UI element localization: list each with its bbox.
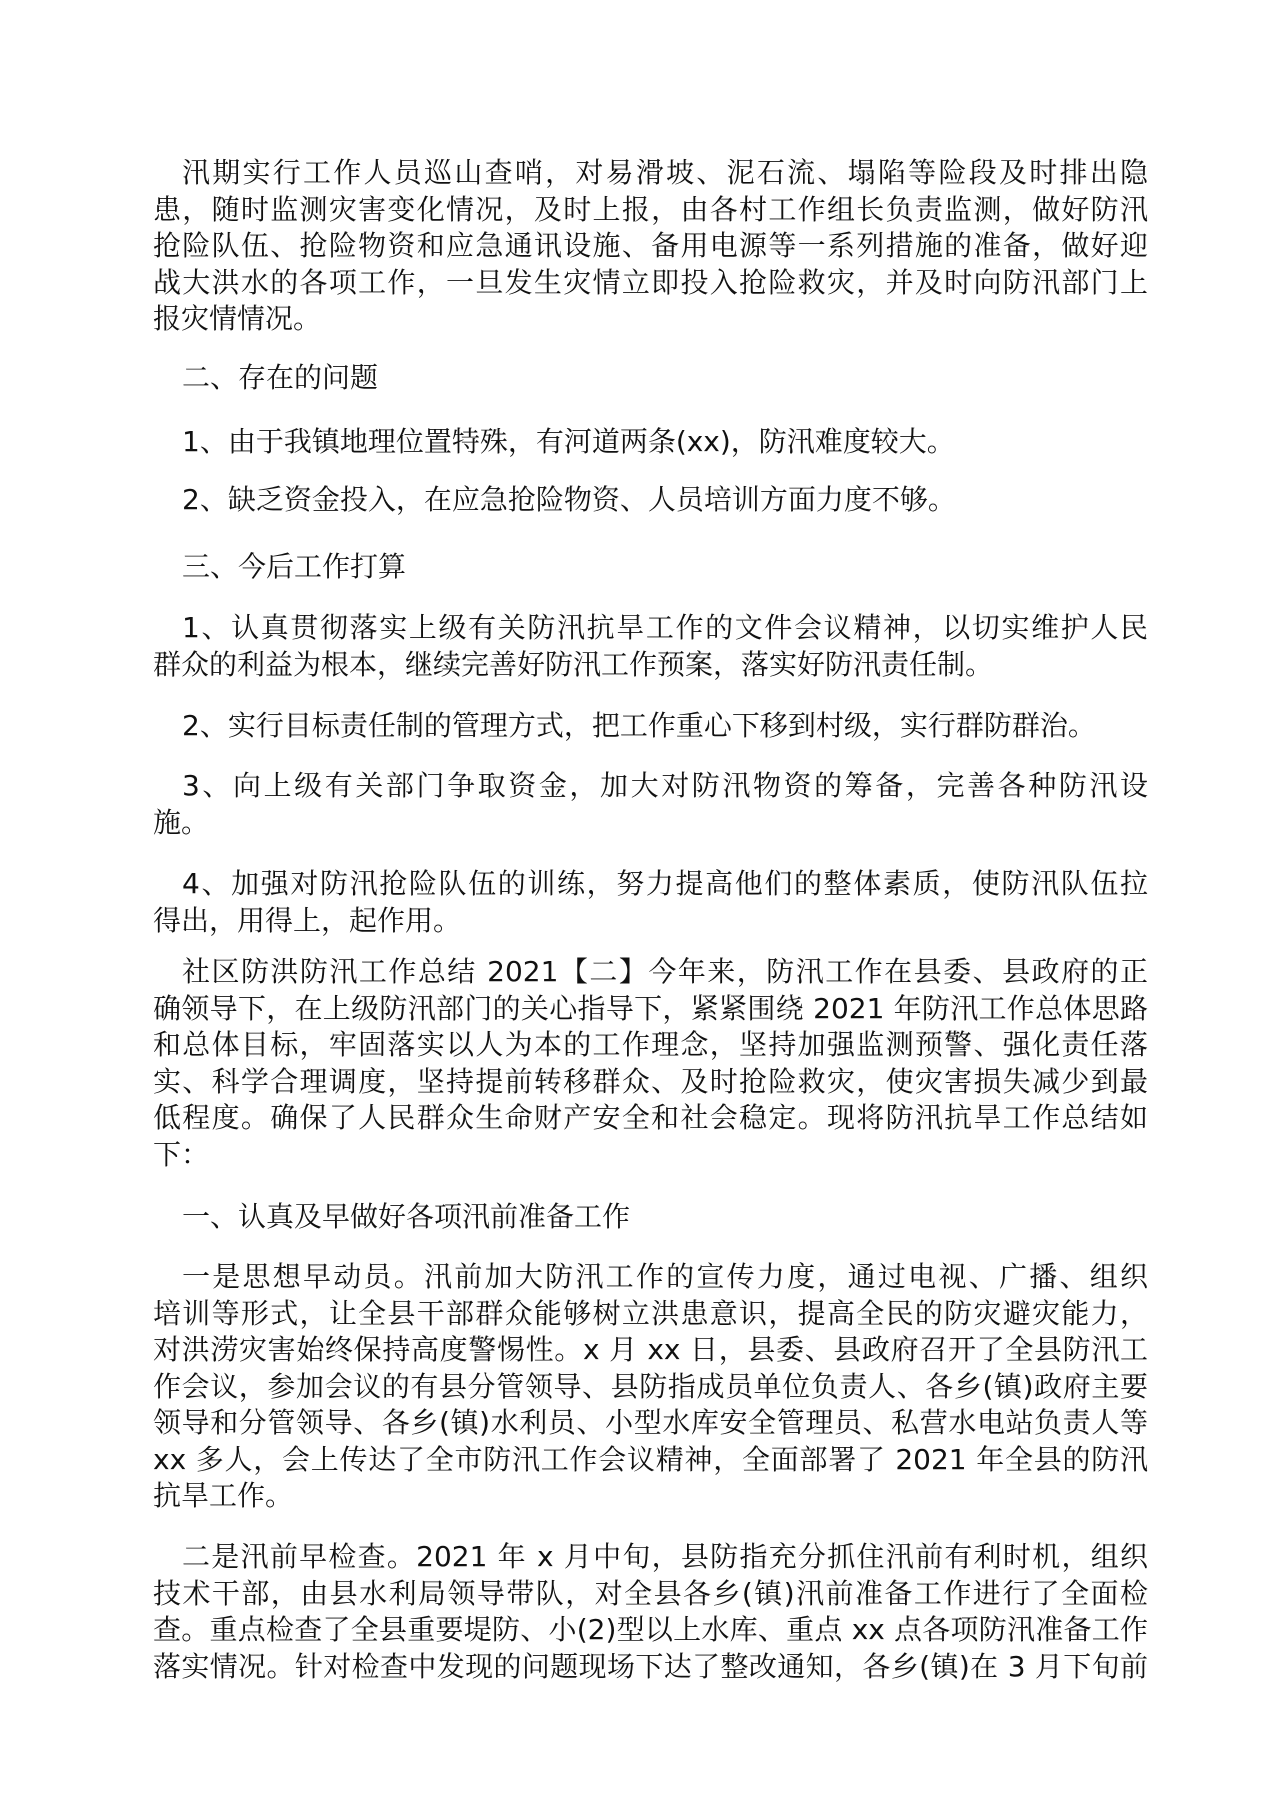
paragraph xyxy=(153,155,1148,338)
text-line: 1、由于我镇地理位置特殊，有河道两条(xx)，防汛难度较大。 xyxy=(182,425,955,458)
text-line: 培训等形式，让全县干部群众能够树立洪患意识，提高全民的防灾避灾能力， xyxy=(153,1296,1148,1330)
text-line: 群众的利益为根本，继续完善好防汛工作预案，落实好防汛责任制。 xyxy=(153,647,994,681)
paragraph xyxy=(153,424,1148,461)
paragraph xyxy=(153,954,1148,1173)
paragraph xyxy=(153,549,1148,586)
text-line: 战大洪水的各项工作，一旦发生灾情立即投入抢险救灾，并及时向防汛部门上 xyxy=(153,265,1148,299)
text-line: 低程度。确保了人民群众生命财产安全和社会稳定。现将防汛抗旱工作总结如 xyxy=(153,1101,1148,1134)
text-line: 技术干部，由县水利局领导带队，对全县各乡(镇)汛前准备工作进行了全面检 xyxy=(153,1576,1148,1610)
paragraph xyxy=(153,1199,1148,1236)
text-line: 二、存在的问题 xyxy=(182,361,379,394)
text-line: 2、实行目标责任制的管理方式，把工作重心下移到村级，实行群防群治。 xyxy=(182,709,1096,742)
text-line: 4、加强对防汛抢险队伍的训练，努力提高他们的整体素质，使防汛队伍拉 xyxy=(182,867,1148,900)
text-line: 二是汛前早检查。2021 年 x 月中旬，县防指充分抓住汛前有利时机，组织 xyxy=(182,1540,1148,1573)
text-line: 三、今后工作打算 xyxy=(182,550,407,583)
text-line: 2、缺乏资金投入，在应急抢险物资、人员培训方面力度不够。 xyxy=(182,483,956,516)
text-line: 患，随时监测灾害变化情况，及时上报，由各村工作组长负责监测，做好防汛 xyxy=(153,192,1148,226)
text-line: 社区防洪防汛工作总结 2021【二】今年来，防汛工作在县委、县政府的正 xyxy=(182,955,1148,988)
text-line: 汛期实行工作人员巡山查哨，对易滑坡、泥石流、塌陷等险段及时排出隐 xyxy=(182,156,1148,189)
text-line: 落实情况。针对检查中发现的问题现场下达了整改通知，各乡(镇)在 3 月下旬前 xyxy=(153,1649,1148,1683)
paragraph xyxy=(153,708,1148,745)
text-line: 施。 xyxy=(153,805,210,839)
text-line: 确领导下，在上级防汛部门的关心指导下，紧紧围绕 2021 年防汛工作总体思路 xyxy=(153,991,1148,1025)
text-line: 一、认真及早做好各项汛前准备工作 xyxy=(182,1200,631,1233)
text-line: 查。重点检查了全县重要堤防、小(2)型以上水库、重点 xx 点各项防汛准备工作 xyxy=(153,1613,1148,1646)
text-line: 领导和分管领导、各乡(镇)水利员、小型水库安全管理员、私营水电站负责人等 xyxy=(153,1406,1148,1439)
text-line: 和总体目标，牢固落实以人为本的工作理念，坚持加强监测预警、强化责任落 xyxy=(153,1028,1148,1061)
paragraph xyxy=(153,360,1148,397)
text-line: 作会议，参加会议的有县分管领导、县防指成员单位负责人、各乡(镇)政府主要 xyxy=(153,1369,1148,1403)
text-line: 1、认真贯彻落实上级有关防汛抗旱工作的文件会议精神，以切实维护人民 xyxy=(182,611,1148,644)
text-line: xx 多人，会上传达了全市防汛工作会议精神，全面部署了 2021 年全县的防汛 xyxy=(153,1442,1148,1476)
text-line: 得出，用得上，起作用。 xyxy=(153,903,462,937)
paragraph xyxy=(153,1259,1148,1515)
text-line: 下： xyxy=(153,1137,210,1171)
text-line: 3、向上级有关部门争取资金，加大对防汛物资的筹备，完善各种防汛设 xyxy=(182,769,1148,802)
paragraph xyxy=(153,610,1148,683)
text-line: 抢险队伍、抢险物资和应急通讯设施、备用电源等一系列措施的准备，做好迎 xyxy=(153,229,1148,262)
text-line: 报灾情情况。 xyxy=(153,302,322,335)
text-line: 实、科学合理调度，坚持提前转移群众、及时抢险救灾，使灾害损失减少到最 xyxy=(153,1064,1148,1098)
paragraph xyxy=(153,482,1148,519)
paragraph xyxy=(153,768,1148,841)
text-line: 一是思想早动员。汛前加大防汛工作的宣传力度，通过电视、广播、组织 xyxy=(182,1260,1148,1293)
text-line: 对洪涝灾害始终保持高度警惕性。x 月 xx 日，县委、县政府召开了全县防汛工 xyxy=(153,1333,1148,1366)
text-line: 抗旱工作。 xyxy=(153,1479,294,1512)
paragraph xyxy=(153,866,1148,939)
paragraph xyxy=(153,1539,1148,1685)
